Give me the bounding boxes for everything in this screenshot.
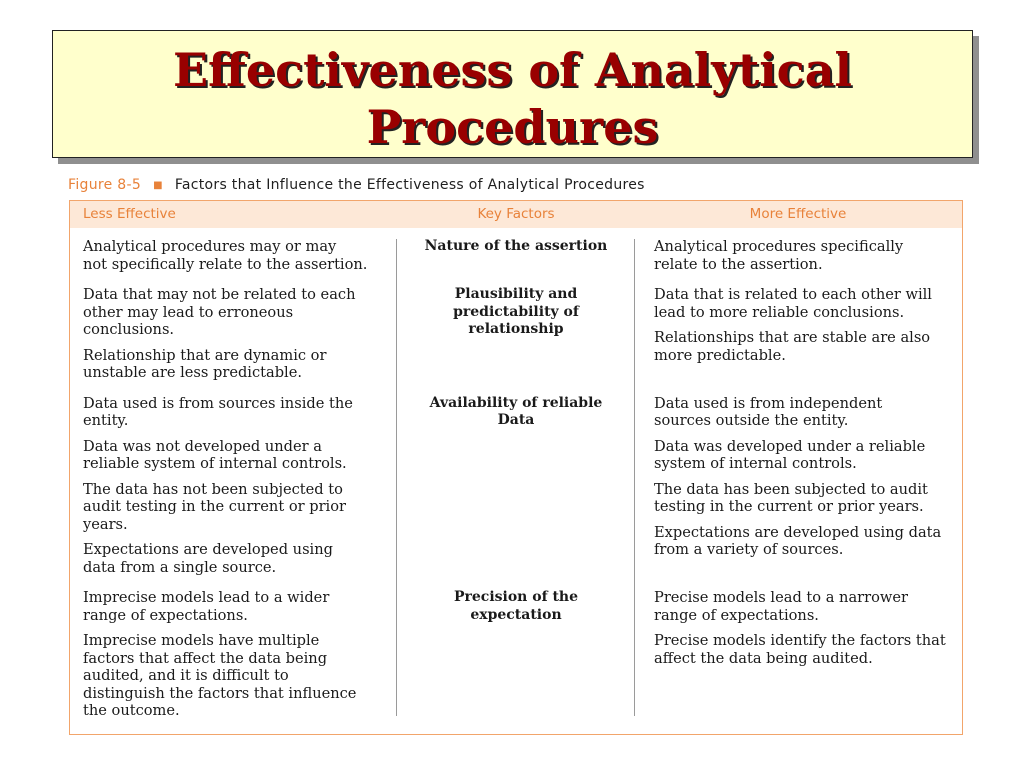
table-row — [70, 589, 962, 720]
more-effective-item: Analytical procedures specifically relate to the assertion. — [654, 238, 904, 273]
key-factor-label: Precision of the expectation — [453, 589, 579, 623]
more-effective-cell — [635, 395, 961, 577]
column-divider — [396, 239, 397, 716]
more-effective-cell — [635, 286, 961, 382]
figure-caption-text: Factors that Influence the Effectiveness of Analytical Procedures — [174, 177, 645, 193]
more-effective-item: Precise models identify the factors that affect the data being audited. — [654, 632, 946, 667]
key-factor-cell — [397, 286, 635, 382]
less-effective-cell — [70, 238, 397, 273]
less-effective-item: The data has not been subjected to audit testing in the current or prior years. — [83, 480, 346, 533]
header-more-effective: More Effective — [749, 206, 847, 222]
figure-label: Figure 8-5 — [68, 177, 142, 193]
key-factor-label: Nature of the assertion — [424, 238, 608, 254]
key-factor-label: Availability of reliable Data — [429, 394, 603, 428]
less-effective-item: Imprecise models have multiple factors that affect the data being audited, and it is difficult to distinguish the factors that influence the outcome. — [83, 632, 357, 719]
header-less-effective: Less Effective — [83, 206, 176, 222]
more-effective-item: Expectations are developed using data from a variety of sources. — [654, 523, 942, 558]
slide-title: Effectiveness of Analytical Procedures — [173, 43, 852, 154]
less-effective-item: Data that may not be related to each other may lead to erroneous conclusions. — [83, 286, 356, 338]
column-divider — [634, 239, 635, 716]
figure-caption — [68, 176, 645, 195]
less-effective-item: Analytical procedures may or may not specifically relate to the assertion. — [83, 238, 368, 273]
key-factor-label: Plausibility and predictability of relationship — [453, 286, 579, 337]
more-effective-cell — [635, 238, 961, 273]
table-row — [70, 395, 962, 577]
less-effective-item: Expectations are developed using data from a single source. — [83, 541, 333, 576]
more-effective-cell — [635, 589, 961, 720]
table-row — [70, 286, 962, 382]
key-factor-cell — [397, 395, 635, 577]
key-factor-cell — [397, 589, 635, 720]
more-effective-item: The data has been subjected to audit testing in the current or prior years. — [654, 480, 928, 515]
more-effective-item: Precise models lead to a narrower range of expectations. — [654, 589, 908, 624]
more-effective-item: Data was developed under a reliable system of internal controls. — [654, 437, 926, 472]
table-body — [70, 228, 962, 720]
table-header — [70, 201, 962, 228]
header-key-factors: Key Factors — [477, 206, 555, 222]
less-effective-cell — [70, 286, 397, 382]
key-factor-cell — [397, 238, 635, 273]
less-effective-cell — [70, 589, 397, 720]
more-effective-item: Relationships that are stable are also more predictable. — [654, 329, 931, 364]
more-effective-item: Data that is related to each other will lead to more reliable conclusions. — [654, 286, 932, 321]
factors-table — [69, 200, 963, 735]
less-effective-item: Imprecise models lead to a wider range of expectations. — [83, 589, 330, 624]
title-box — [52, 30, 973, 158]
table-row — [70, 238, 962, 273]
less-effective-cell — [70, 395, 397, 577]
square-bullet-icon: ■ — [153, 180, 163, 191]
less-effective-item: Relationship that are dynamic or unstable are less predictable. — [83, 346, 327, 381]
more-effective-item: Data used is from independent sources outside the entity. — [654, 394, 883, 429]
less-effective-item: Data used is from sources inside the entity. — [83, 394, 353, 429]
less-effective-item: Data was not developed under a reliable system of internal controls. — [83, 437, 347, 472]
